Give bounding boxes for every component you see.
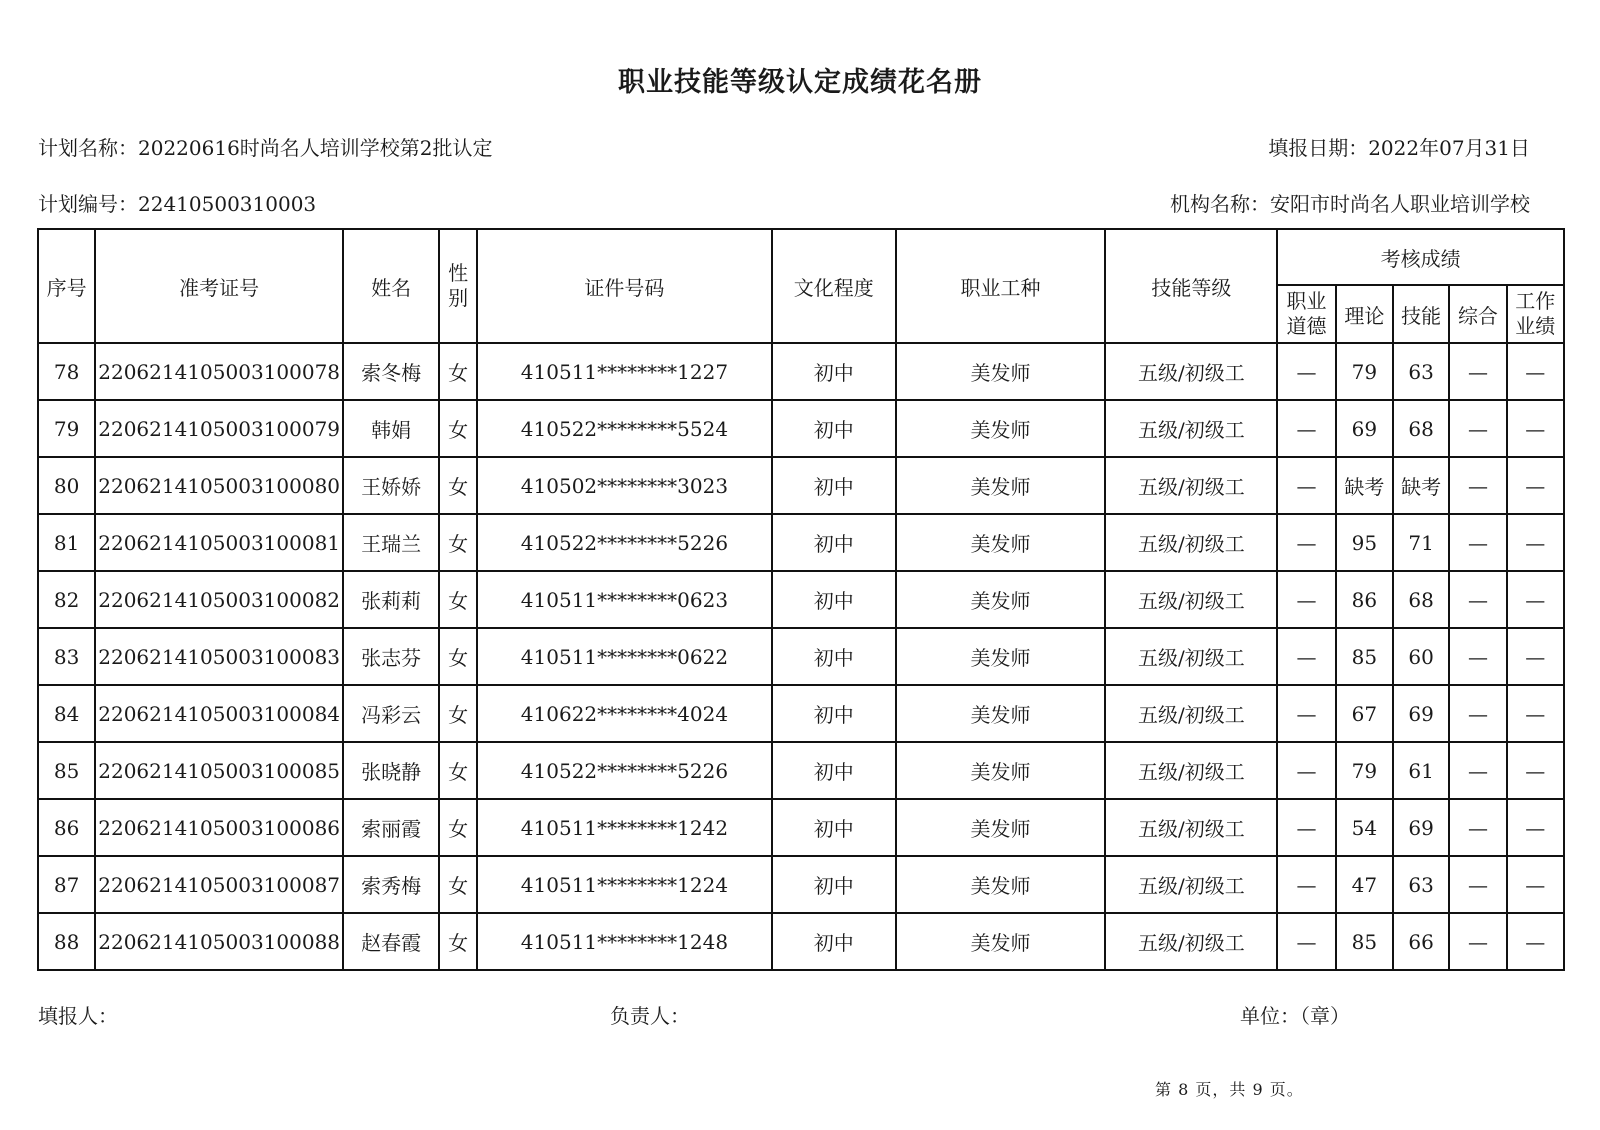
cell-level: 五级/初级工 <box>1105 628 1277 685</box>
cell-level: 五级/初级工 <box>1105 400 1277 457</box>
cell-theory: 47 <box>1336 856 1393 913</box>
cell-edu: 初中 <box>772 628 896 685</box>
cell-ticket: 2206214105003100078 <box>95 343 343 400</box>
cell-composite: — <box>1449 856 1506 913</box>
cell-work: — <box>1507 571 1564 628</box>
cell-theory: 54 <box>1336 799 1393 856</box>
cell-name: 索丽霞 <box>343 799 439 856</box>
cell-ticket: 2206214105003100086 <box>95 799 343 856</box>
cell-theory: 79 <box>1336 343 1393 400</box>
cell-name: 韩娟 <box>343 400 439 457</box>
leader-label: 负责人： <box>610 1004 690 1028</box>
table-row <box>38 799 1564 856</box>
cell-edu: 初中 <box>772 514 896 571</box>
cell-composite: — <box>1449 742 1506 799</box>
cell-skill: 68 <box>1393 571 1449 628</box>
cell-work: — <box>1507 457 1564 514</box>
cell-composite: — <box>1449 799 1506 856</box>
cell-level: 五级/初级工 <box>1105 514 1277 571</box>
cell-id: 410522********5524 <box>477 400 772 457</box>
cell-skill: 66 <box>1393 913 1449 970</box>
cell-occupation: 美发师 <box>896 742 1106 799</box>
table-row <box>38 628 1564 685</box>
header-name: 姓名 <box>343 229 439 343</box>
header-education: 文化程度 <box>772 229 896 343</box>
cell-name: 张志芬 <box>343 628 439 685</box>
cell-level: 五级/初级工 <box>1105 742 1277 799</box>
cell-seq: 82 <box>38 571 95 628</box>
cell-ethics: — <box>1277 400 1335 457</box>
cell-occupation: 美发师 <box>896 343 1106 400</box>
cell-id: 410522********5226 <box>477 742 772 799</box>
header-id: 证件号码 <box>477 229 772 343</box>
header-skill: 技能 <box>1393 285 1449 343</box>
cell-ticket: 2206214105003100088 <box>95 913 343 970</box>
table-row <box>38 457 1564 514</box>
cell-id: 410511********0622 <box>477 628 772 685</box>
table-row <box>38 742 1564 799</box>
cell-ethics: — <box>1277 742 1335 799</box>
cell-theory: 67 <box>1336 685 1393 742</box>
cell-skill: 63 <box>1393 856 1449 913</box>
cell-theory: 95 <box>1336 514 1393 571</box>
table-row <box>38 913 1564 970</box>
cell-gender: 女 <box>439 343 477 400</box>
cell-level: 五级/初级工 <box>1105 457 1277 514</box>
cell-composite: — <box>1449 685 1506 742</box>
cell-ticket: 2206214105003100080 <box>95 457 343 514</box>
page-title: 职业技能等级认定成绩花名册 <box>618 67 982 98</box>
cell-skill: 60 <box>1393 628 1449 685</box>
cell-ethics: — <box>1277 856 1335 913</box>
cell-name: 索冬梅 <box>343 343 439 400</box>
cell-id: 410511********0623 <box>477 571 772 628</box>
cell-edu: 初中 <box>772 742 896 799</box>
cell-composite: — <box>1449 628 1506 685</box>
cell-composite: — <box>1449 514 1506 571</box>
cell-seq: 79 <box>38 400 95 457</box>
plan-name: 计划名称：20220616时尚名人培训学校第2批认定 <box>38 136 493 160</box>
cell-name: 王娇娇 <box>343 457 439 514</box>
table-row <box>38 343 1564 400</box>
cell-seq: 84 <box>38 685 95 742</box>
cell-name: 冯彩云 <box>343 685 439 742</box>
cell-work: — <box>1507 742 1564 799</box>
cell-occupation: 美发师 <box>896 856 1106 913</box>
unit-seal-label: 单位：（章） <box>1240 1004 1350 1028</box>
cell-level: 五级/初级工 <box>1105 685 1277 742</box>
cell-id: 410622********4024 <box>477 685 772 742</box>
cell-ethics: — <box>1277 913 1335 970</box>
cell-name: 王瑞兰 <box>343 514 439 571</box>
cell-name: 张莉莉 <box>343 571 439 628</box>
cell-gender: 女 <box>439 856 477 913</box>
cell-theory: 缺考 <box>1336 457 1393 514</box>
cell-seq: 86 <box>38 799 95 856</box>
cell-edu: 初中 <box>772 913 896 970</box>
cell-id: 410511********1242 <box>477 799 772 856</box>
cell-ticket: 2206214105003100082 <box>95 571 343 628</box>
cell-gender: 女 <box>439 628 477 685</box>
cell-occupation: 美发师 <box>896 913 1106 970</box>
cell-work: — <box>1507 856 1564 913</box>
cell-skill: 69 <box>1393 799 1449 856</box>
cell-level: 五级/初级工 <box>1105 856 1277 913</box>
cell-edu: 初中 <box>772 343 896 400</box>
cell-gender: 女 <box>439 685 477 742</box>
score-roster-table <box>37 228 1565 971</box>
filler-label: 填报人： <box>38 1004 118 1028</box>
cell-edu: 初中 <box>772 571 896 628</box>
cell-occupation: 美发师 <box>896 628 1106 685</box>
cell-level: 五级/初级工 <box>1105 571 1277 628</box>
cell-work: — <box>1507 400 1564 457</box>
cell-skill: 69 <box>1393 685 1449 742</box>
table-row <box>38 514 1564 571</box>
cell-seq: 88 <box>38 913 95 970</box>
header-occupation: 职业工种 <box>896 229 1106 343</box>
cell-ticket: 2206214105003100084 <box>95 685 343 742</box>
header-composite: 综合 <box>1449 285 1506 343</box>
cell-ticket: 2206214105003100081 <box>95 514 343 571</box>
cell-ethics: — <box>1277 514 1335 571</box>
cell-work: — <box>1507 514 1564 571</box>
cell-composite: — <box>1449 457 1506 514</box>
cell-gender: 女 <box>439 400 477 457</box>
cell-id: 410522********5226 <box>477 514 772 571</box>
cell-composite: — <box>1449 343 1506 400</box>
cell-ethics: — <box>1277 457 1335 514</box>
cell-skill: 缺考 <box>1393 457 1449 514</box>
table-row <box>38 856 1564 913</box>
cell-occupation: 美发师 <box>896 685 1106 742</box>
cell-composite: — <box>1449 913 1506 970</box>
cell-gender: 女 <box>439 514 477 571</box>
cell-name: 张晓静 <box>343 742 439 799</box>
cell-theory: 69 <box>1336 400 1393 457</box>
cell-ticket: 2206214105003100087 <box>95 856 343 913</box>
cell-edu: 初中 <box>772 685 896 742</box>
cell-seq: 78 <box>38 343 95 400</box>
cell-ethics: — <box>1277 571 1335 628</box>
cell-ticket: 2206214105003100085 <box>95 742 343 799</box>
header-gender: 性别 <box>439 229 477 343</box>
cell-level: 五级/初级工 <box>1105 913 1277 970</box>
cell-occupation: 美发师 <box>896 571 1106 628</box>
cell-edu: 初中 <box>772 856 896 913</box>
header-seq: 序号 <box>38 229 95 343</box>
cell-work: — <box>1507 628 1564 685</box>
cell-occupation: 美发师 <box>896 457 1106 514</box>
cell-id: 410502********3023 <box>477 457 772 514</box>
cell-level: 五级/初级工 <box>1105 799 1277 856</box>
cell-edu: 初中 <box>772 799 896 856</box>
cell-occupation: 美发师 <box>896 400 1106 457</box>
roster-body <box>38 343 1564 970</box>
cell-composite: — <box>1449 571 1506 628</box>
cell-skill: 63 <box>1393 343 1449 400</box>
page-indicator: 第 8 页，共 9 页。 <box>1155 1080 1304 1099</box>
cell-ethics: — <box>1277 628 1335 685</box>
header-scores: 考核成绩 <box>1277 229 1564 285</box>
cell-skill: 61 <box>1393 742 1449 799</box>
cell-gender: 女 <box>439 799 477 856</box>
cell-name: 索秀梅 <box>343 856 439 913</box>
cell-gender: 女 <box>439 913 477 970</box>
cell-seq: 85 <box>38 742 95 799</box>
cell-seq: 83 <box>38 628 95 685</box>
plan-number: 计划编号：22410500310003 <box>38 192 317 216</box>
table-row <box>38 400 1564 457</box>
table-row <box>38 571 1564 628</box>
cell-ethics: — <box>1277 343 1335 400</box>
cell-theory: 85 <box>1336 913 1393 970</box>
cell-skill: 71 <box>1393 514 1449 571</box>
header-ethics: 职业道德 <box>1277 285 1335 343</box>
cell-skill: 68 <box>1393 400 1449 457</box>
header-ticket: 准考证号 <box>95 229 343 343</box>
cell-theory: 85 <box>1336 628 1393 685</box>
cell-ticket: 2206214105003100079 <box>95 400 343 457</box>
cell-gender: 女 <box>439 742 477 799</box>
cell-id: 410511********1227 <box>477 343 772 400</box>
table-row <box>38 685 1564 742</box>
cell-seq: 81 <box>38 514 95 571</box>
cell-gender: 女 <box>439 457 477 514</box>
cell-id: 410511********1248 <box>477 913 772 970</box>
cell-seq: 80 <box>38 457 95 514</box>
cell-composite: — <box>1449 400 1506 457</box>
cell-edu: 初中 <box>772 400 896 457</box>
cell-gender: 女 <box>439 571 477 628</box>
cell-seq: 87 <box>38 856 95 913</box>
cell-name: 赵春霞 <box>343 913 439 970</box>
cell-ethics: — <box>1277 799 1335 856</box>
cell-occupation: 美发师 <box>896 799 1106 856</box>
cell-work: — <box>1507 685 1564 742</box>
cell-work: — <box>1507 913 1564 970</box>
cell-theory: 79 <box>1336 742 1393 799</box>
organization-name: 机构名称：安阳市时尚名人职业培训学校 <box>1170 192 1530 216</box>
cell-level: 五级/初级工 <box>1105 343 1277 400</box>
cell-id: 410511********1224 <box>477 856 772 913</box>
cell-work: — <box>1507 799 1564 856</box>
cell-work: — <box>1507 343 1564 400</box>
cell-edu: 初中 <box>772 457 896 514</box>
header-skill-level: 技能等级 <box>1105 229 1277 343</box>
header-theory: 理论 <box>1336 285 1393 343</box>
cell-occupation: 美发师 <box>896 514 1106 571</box>
cell-ethics: — <box>1277 685 1335 742</box>
report-date: 填报日期：2022年07月31日 <box>1268 136 1530 160</box>
header-work: 工作业绩 <box>1507 285 1564 343</box>
cell-ticket: 2206214105003100083 <box>95 628 343 685</box>
cell-theory: 86 <box>1336 571 1393 628</box>
